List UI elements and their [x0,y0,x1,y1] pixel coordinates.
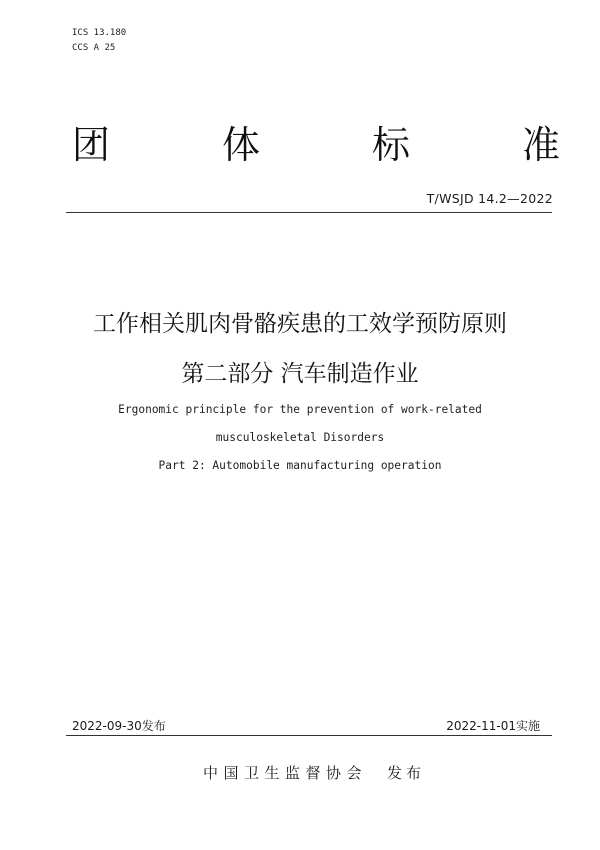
chinese-title-line2: 第二部分 汽车制造作业 [181,361,419,387]
standard-type-char: 标 [371,123,410,167]
top-divider [66,212,552,213]
ccs-code: CCS A 25 [72,43,116,53]
standard-type-char: 团 [71,123,110,167]
chinese-title-line1: 工作相关肌肉骨骼疾患的工效学预防原则 [93,311,507,337]
issue-label: 发布 [387,764,426,782]
english-title-line1: Ergonomic principle for the prevention of work-related [118,403,482,416]
english-title-line2: musculoskeletal Disorders [215,431,385,444]
standard-number: T/WSJD 14.2—2022 [426,191,553,206]
english-title-line3: Part 2: Automobile manufacturing operation [158,459,442,472]
ics-code: ICS 13.180 [72,28,127,38]
standard-type-char: 体 [221,123,260,167]
bottom-divider [66,735,552,736]
publisher-name: 中国卫生监督协会 [203,764,368,782]
standard-type-char: 准 [521,123,560,167]
release-date: 2022-09-30发布 [72,719,166,733]
effective-date: 2022-11-01实施 [446,719,540,733]
standard-type-title [66,114,566,167]
